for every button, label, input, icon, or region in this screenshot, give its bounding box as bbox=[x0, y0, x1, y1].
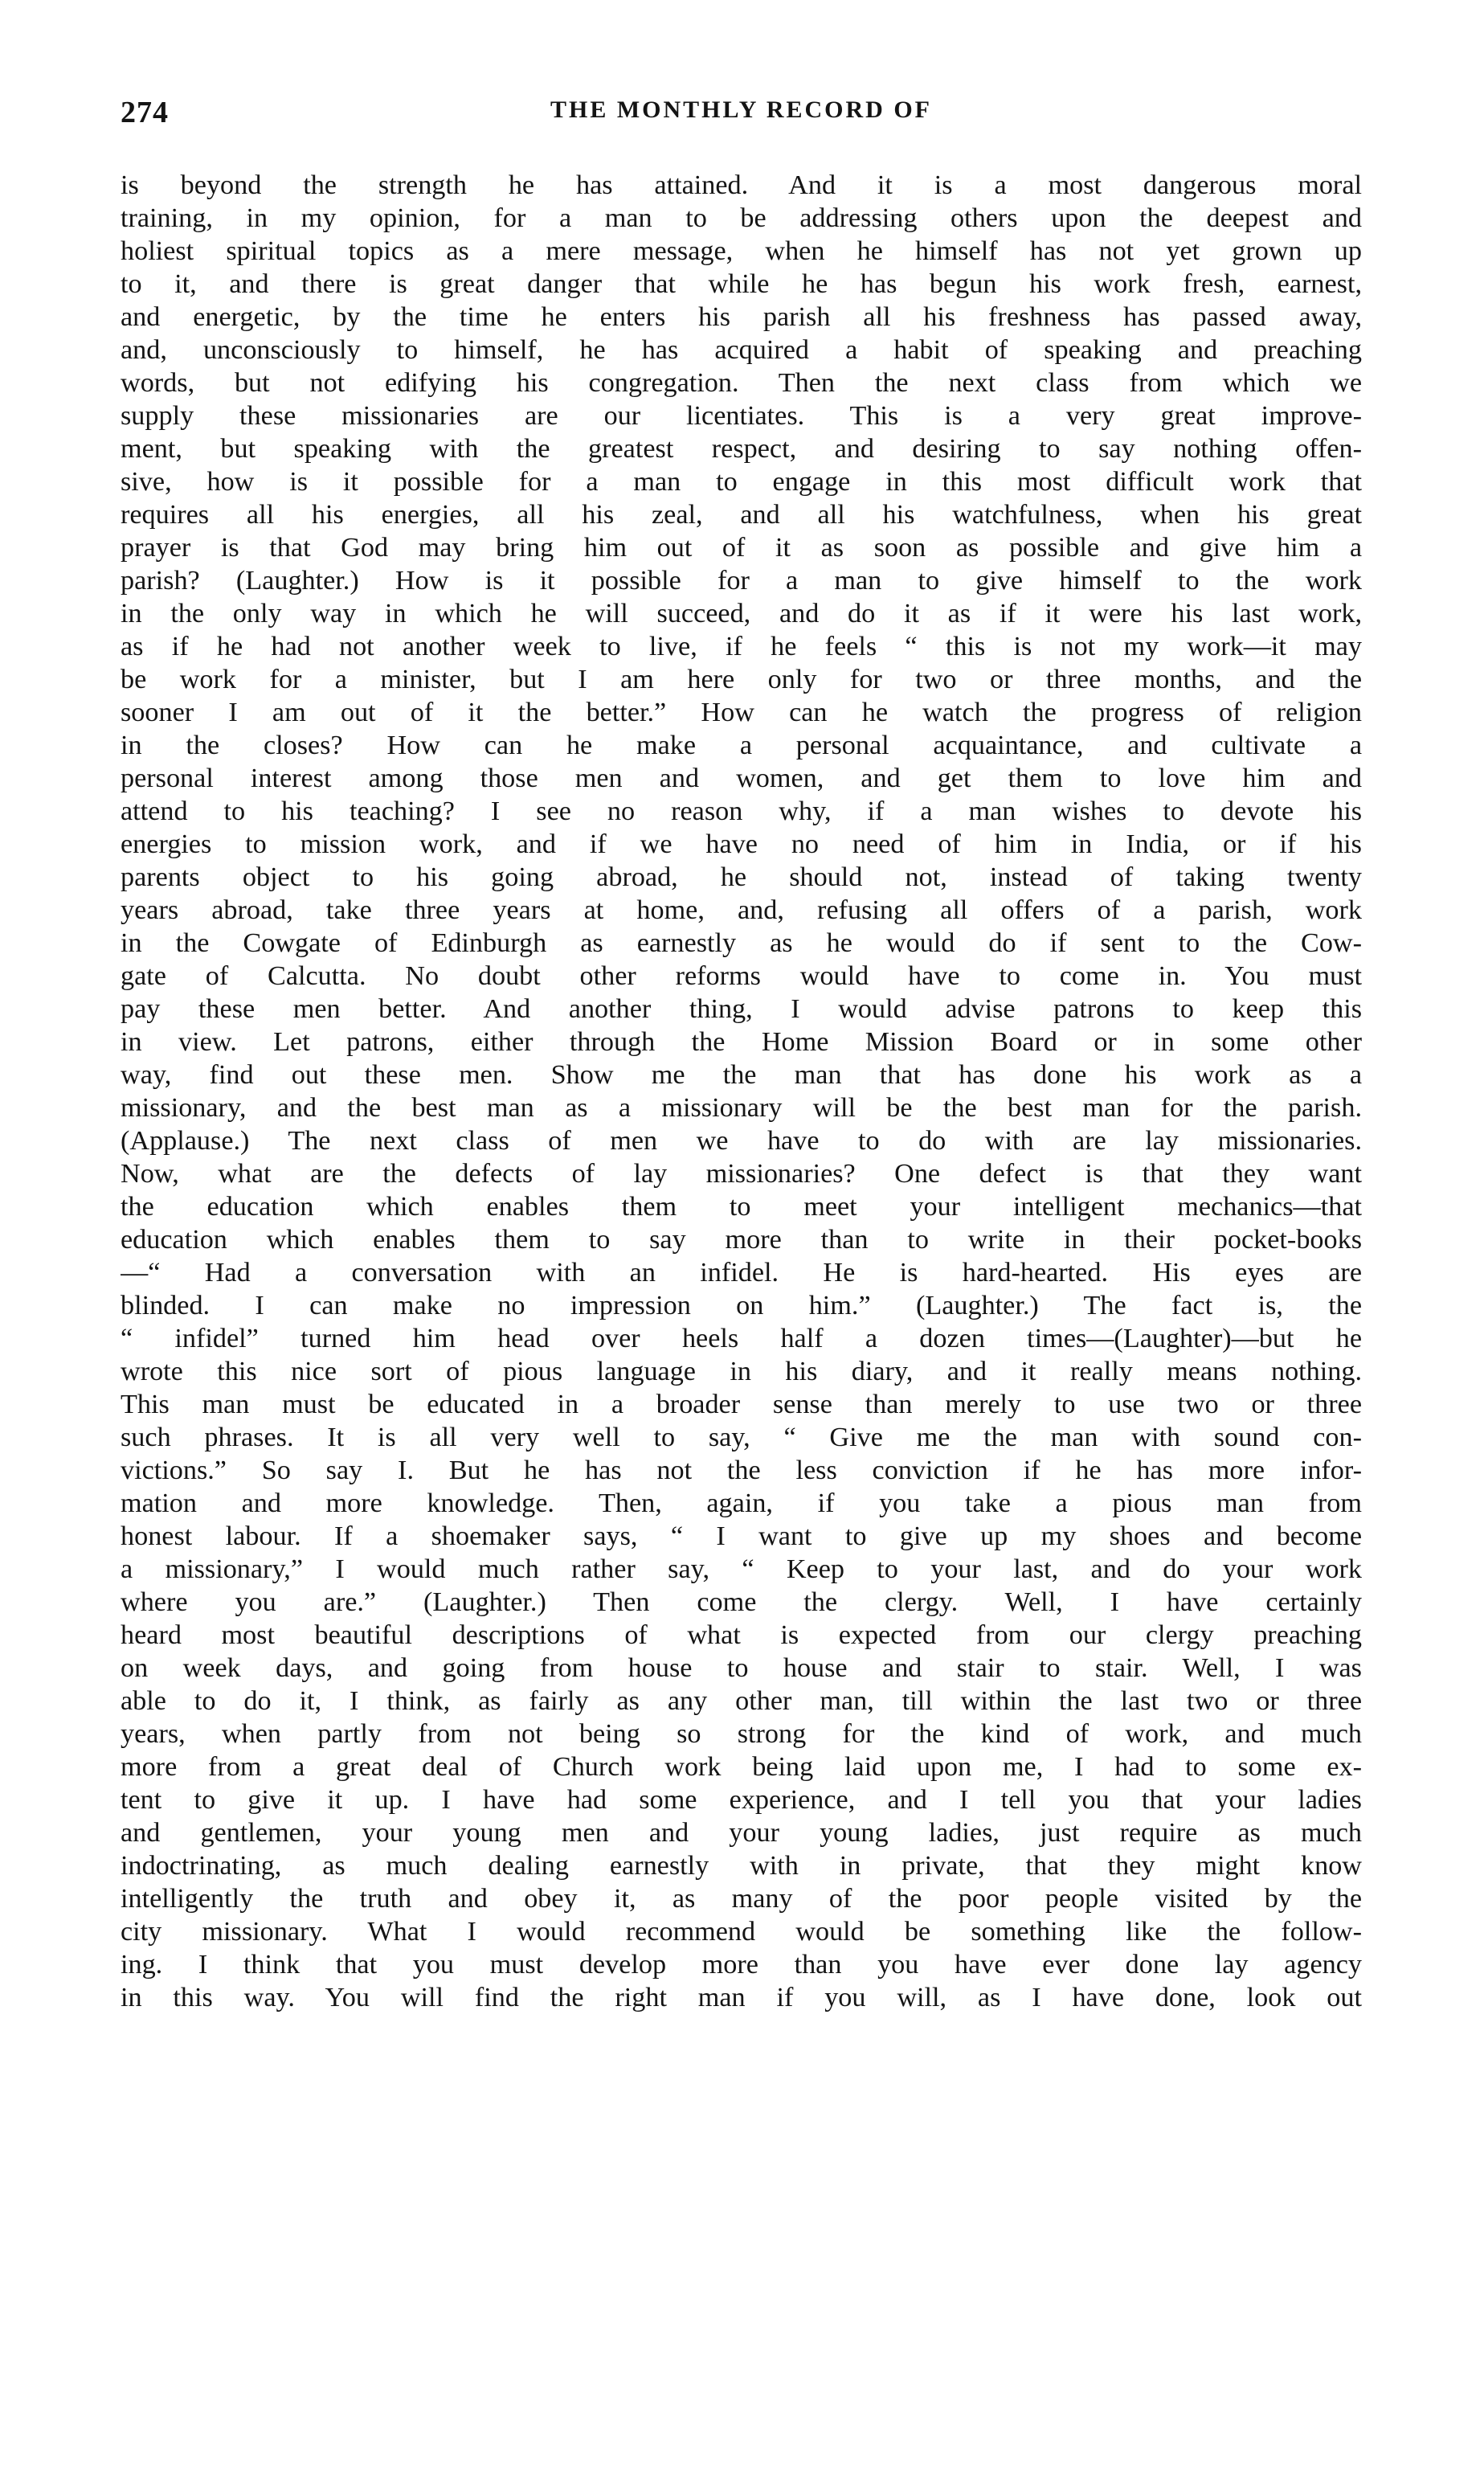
body-paragraph bbox=[121, 169, 1362, 2014]
text-line: heard most beautiful descriptions of what is expected from our clergy preaching bbox=[121, 1620, 1362, 1650]
text-line: in this way. You will find the right man if you will, as I have done, look out bbox=[121, 1983, 1362, 2012]
text-line: holiest spiritual topics as a mere message, when he himself has not yet grown up bbox=[121, 236, 1362, 266]
text-line: tent to give it up. I have had some experience, and I tell you that your ladies bbox=[121, 1785, 1362, 1815]
text-line: as if he had not another week to live, if he feels “ this is not my work—it may bbox=[121, 632, 1362, 661]
text-line: indoctrinating, as much dealing earnestly with in private, that they might know bbox=[121, 1851, 1362, 1881]
text-line: and energetic, by the time he enters his parish all his freshness has passed away, bbox=[121, 302, 1362, 332]
text-line: education which enables them to say more than to write in their pocket-books bbox=[121, 1225, 1362, 1255]
text-line: honest labour. If a shoemaker says, “ I want to give up my shoes and become bbox=[121, 1521, 1362, 1551]
text-line: sive, how is it possible for a man to engage in this most difficult work that bbox=[121, 467, 1362, 497]
text-line: ment, but speaking with the greatest respect, and desiring to say nothing offen- bbox=[121, 434, 1362, 464]
text-line: be work for a minister, but I am here only for two or three months, and the bbox=[121, 665, 1362, 694]
text-line: where you are.” (Laughter.) Then come the clergy. Well, I have certainly bbox=[121, 1587, 1362, 1617]
text-line: in the only way in which he will succeed, and do it as if it were his last work, bbox=[121, 599, 1362, 628]
running-title: THE MONTHLY RECORD OF bbox=[550, 96, 932, 123]
text-line: a missionary,” I would much rather say, “ Keep to your last, and do your work bbox=[121, 1554, 1362, 1584]
text-line: —“ Had a conversation with an infidel. He is hard-hearted. His eyes are bbox=[121, 1258, 1362, 1288]
page-number: 274 bbox=[121, 96, 169, 129]
text-line: “ infidel” turned him head over heels half a dozen times—(Laughter)—but he bbox=[121, 1324, 1362, 1353]
text-line: such phrases. It is all very well to say, “ Give me the man with sound con- bbox=[121, 1423, 1362, 1452]
text-line: wrote this nice sort of pious language in his diary, and it really means nothing. bbox=[121, 1357, 1362, 1386]
text-line: in the Cowgate of Edinburgh as earnestly as he would do if sent to the Cow- bbox=[121, 928, 1362, 958]
text-line: sooner I am out of it the better.” How can he watch the progress of religion bbox=[121, 698, 1362, 727]
text-line: parents object to his going abroad, he should not, instead of taking twenty bbox=[121, 862, 1362, 892]
text-line: and gentlemen, your young men and your young ladies, just require as much bbox=[121, 1818, 1362, 1848]
text-line: ing. I think that you must develop more than you have ever done lay agency bbox=[121, 1950, 1362, 1980]
text-line: to it, and there is great danger that while he has begun his work fresh, earnest, bbox=[121, 269, 1362, 299]
text-line: This man must be educated in a broader sense than merely to use two or three bbox=[121, 1390, 1362, 1419]
text-line: requires all his energies, all his zeal, and all his watchfulness, when his great bbox=[121, 500, 1362, 530]
text-line: victions.” So say I. But he has not the less conviction if he has more infor- bbox=[121, 1456, 1362, 1485]
text-line: (Applause.) The next class of men we have to do with are lay missionaries. bbox=[121, 1126, 1362, 1156]
text-line: energies to mission work, and if we have no need of him in India, or if his bbox=[121, 829, 1362, 859]
text-line: way, find out these men. Show me the man that has done his work as a bbox=[121, 1060, 1362, 1090]
text-line: supply these missionaries are our licentiates. This is a very great improve- bbox=[121, 401, 1362, 431]
text-line: personal interest among those men and women, and get them to love him and bbox=[121, 764, 1362, 793]
text-line: city missionary. What I would recommend would be something like the follow- bbox=[121, 1917, 1362, 1947]
text-line: attend to his teaching? I see no reason why, if a man wishes to devote his bbox=[121, 796, 1362, 826]
text-line: blinded. I can make no impression on him.” (Laughter.) The fact is, the bbox=[121, 1291, 1362, 1320]
text-line: parish? (Laughter.) How is it possible for a man to give himself to the work bbox=[121, 566, 1362, 596]
text-line: prayer is that God may bring him out of it as soon as possible and give him a bbox=[121, 533, 1362, 563]
text-line: Now, what are the defects of lay missionaries? One defect is that they want bbox=[121, 1159, 1362, 1189]
text-line: pay these men better. And another thing, I would advise patrons to keep this bbox=[121, 994, 1362, 1024]
text-line: able to do it, I think, as fairly as any other man, till within the last two or three bbox=[121, 1686, 1362, 1716]
text-line: training, in my opinion, for a man to be addressing others upon the deepest and bbox=[121, 203, 1362, 233]
text-line: years, when partly from not being so strong for the kind of work, and much bbox=[121, 1719, 1362, 1749]
text-line: years abroad, take three years at home, and, refusing all offers of a parish, work bbox=[121, 895, 1362, 925]
text-line: and, unconsciously to himself, he has acquired a habit of speaking and preaching bbox=[121, 335, 1362, 365]
text-line: mation and more knowledge. Then, again, if you take a pious man from bbox=[121, 1488, 1362, 1518]
text-line: on week days, and going from house to house and stair to stair. Well, I was bbox=[121, 1653, 1362, 1683]
text-line: in the closes? How can he make a personal acquaintance, and cultivate a bbox=[121, 731, 1362, 760]
text-line: more from a great deal of Church work being laid upon me, I had to some ex- bbox=[121, 1752, 1362, 1782]
text-line: intelligently the truth and obey it, as many of the poor people visited by the bbox=[121, 1884, 1362, 1914]
text-line: words, but not edifying his congregation. Then the next class from which we bbox=[121, 368, 1362, 398]
text-line: gate of Calcutta. No doubt other reforms would have to come in. You must bbox=[121, 961, 1362, 991]
text-line: missionary, and the best man as a missionary will be the best man for the parish. bbox=[121, 1093, 1362, 1123]
text-line: the education which enables them to meet your intelligent mechanics—that bbox=[121, 1192, 1362, 1222]
text-line: in view. Let patrons, either through the Home Mission Board or in some other bbox=[121, 1027, 1362, 1057]
running-header bbox=[121, 95, 1362, 135]
text-line: is beyond the strength he has attained. And it is a most dangerous moral bbox=[121, 170, 1362, 200]
